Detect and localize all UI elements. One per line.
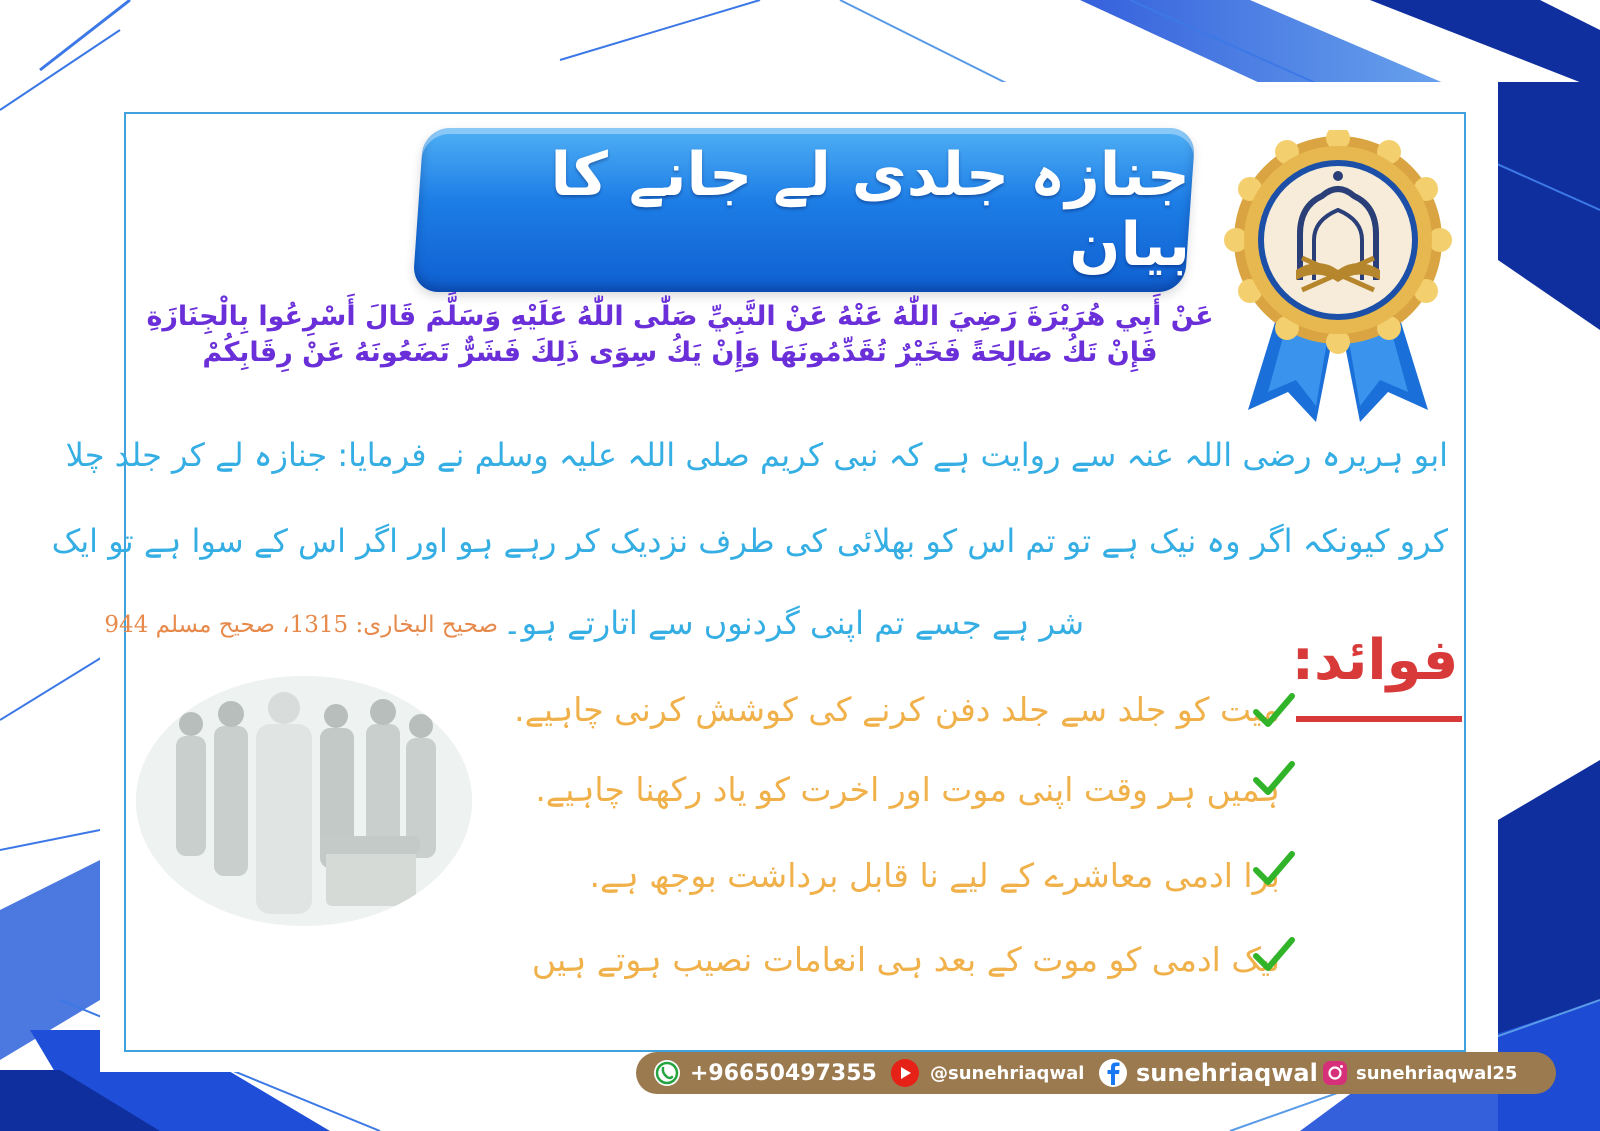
hadith-arabic-line-2: فَإِنْ تَكُ صَالِحَةً فَخَيْرٌ تُقَدِّمُونَهَا وَإِنْ يَكُ سِوَى ذَلِكَ فَشَرٌّ تَضَعُونَهُ عَنْ رِقَابِكُمْ: [202, 337, 1158, 368]
youtube-icon: [888, 1058, 922, 1088]
benefits-heading-underline: [1296, 716, 1462, 722]
footer-facebook[interactable]: [1098, 1058, 1318, 1088]
hadith-reference: صحیح البخاری: 1315، صحیح مسلم 944: [104, 612, 498, 638]
footer-instagram[interactable]: [1322, 1058, 1517, 1088]
facebook-icon: [1098, 1056, 1128, 1090]
check-icon: [1252, 758, 1296, 798]
facebook-handle: sunehriaqwal: [1136, 1059, 1318, 1087]
medal-icon: [1218, 130, 1458, 430]
translation-line-3: شر ہے جسے تم اپنی گردنوں سے اتارتے ہو۔: [502, 604, 1084, 642]
benefit-item-2: ہمیں ہر وقت اپنی موت اور اخرت کو یاد رکھنا چاہیے.: [535, 770, 1280, 809]
funeral-prayer-illustration: [136, 676, 472, 926]
translation-line-2: کرو کیونکہ اگر وہ نیک ہے تو تم اس کو بھلائی کی طرف نزدیک کر رہے ہو اور اگر اس کے سوا ہے تو ایک: [51, 522, 1448, 560]
footer-whatsapp[interactable]: [652, 1058, 877, 1088]
whatsapp-icon: [652, 1058, 682, 1088]
page-title: جنازہ جلدی لے جانے کا بیان: [550, 140, 1190, 280]
check-icon: [1252, 848, 1296, 888]
hadith-arabic-line-1: عَنْ أَبِي هُرَيْرَةَ رَضِيَ اللّٰهُ عَنْهُ عَنْ النَّبِيِّ صَلّٰى اللّٰهُ عَلَيْهِ وَسَلَّمَ قَالَ أَسْرِعُوا بِالْجِنَازَةِ: [146, 301, 1214, 332]
benefit-item-1: میت کو جلد سے جلد دفن کرنے کی کوشش کرنی چاہیے.: [514, 690, 1280, 729]
benefit-item-3: برا ادمی معاشرے کے لیے نا قابل برداشت بوجھ ہے.: [589, 856, 1280, 895]
whatsapp-number: +96650497355: [690, 1060, 877, 1086]
title-banner: [412, 128, 1195, 292]
translation-line-1: ابو ہریرہ رضی اللہ عنہ سے روایت ہے کہ نبی کریم صلی اللہ علیہ وسلم نے فرمایا: جنازہ لے کر جلد چلا: [65, 436, 1448, 474]
instagram-handle: sunehriaqwal25: [1356, 1062, 1518, 1084]
check-icon: [1252, 690, 1296, 730]
youtube-handle: @sunehriaqwal: [930, 1062, 1085, 1084]
check-icon: [1252, 934, 1296, 974]
footer-youtube[interactable]: [888, 1058, 1084, 1088]
instagram-icon: [1322, 1060, 1348, 1086]
benefits-heading: فوائد:: [1291, 628, 1459, 693]
benefit-item-4: نیک ادمی کو موت کے بعد ہی انعامات نصیب ہوتے ہیں: [531, 940, 1280, 979]
